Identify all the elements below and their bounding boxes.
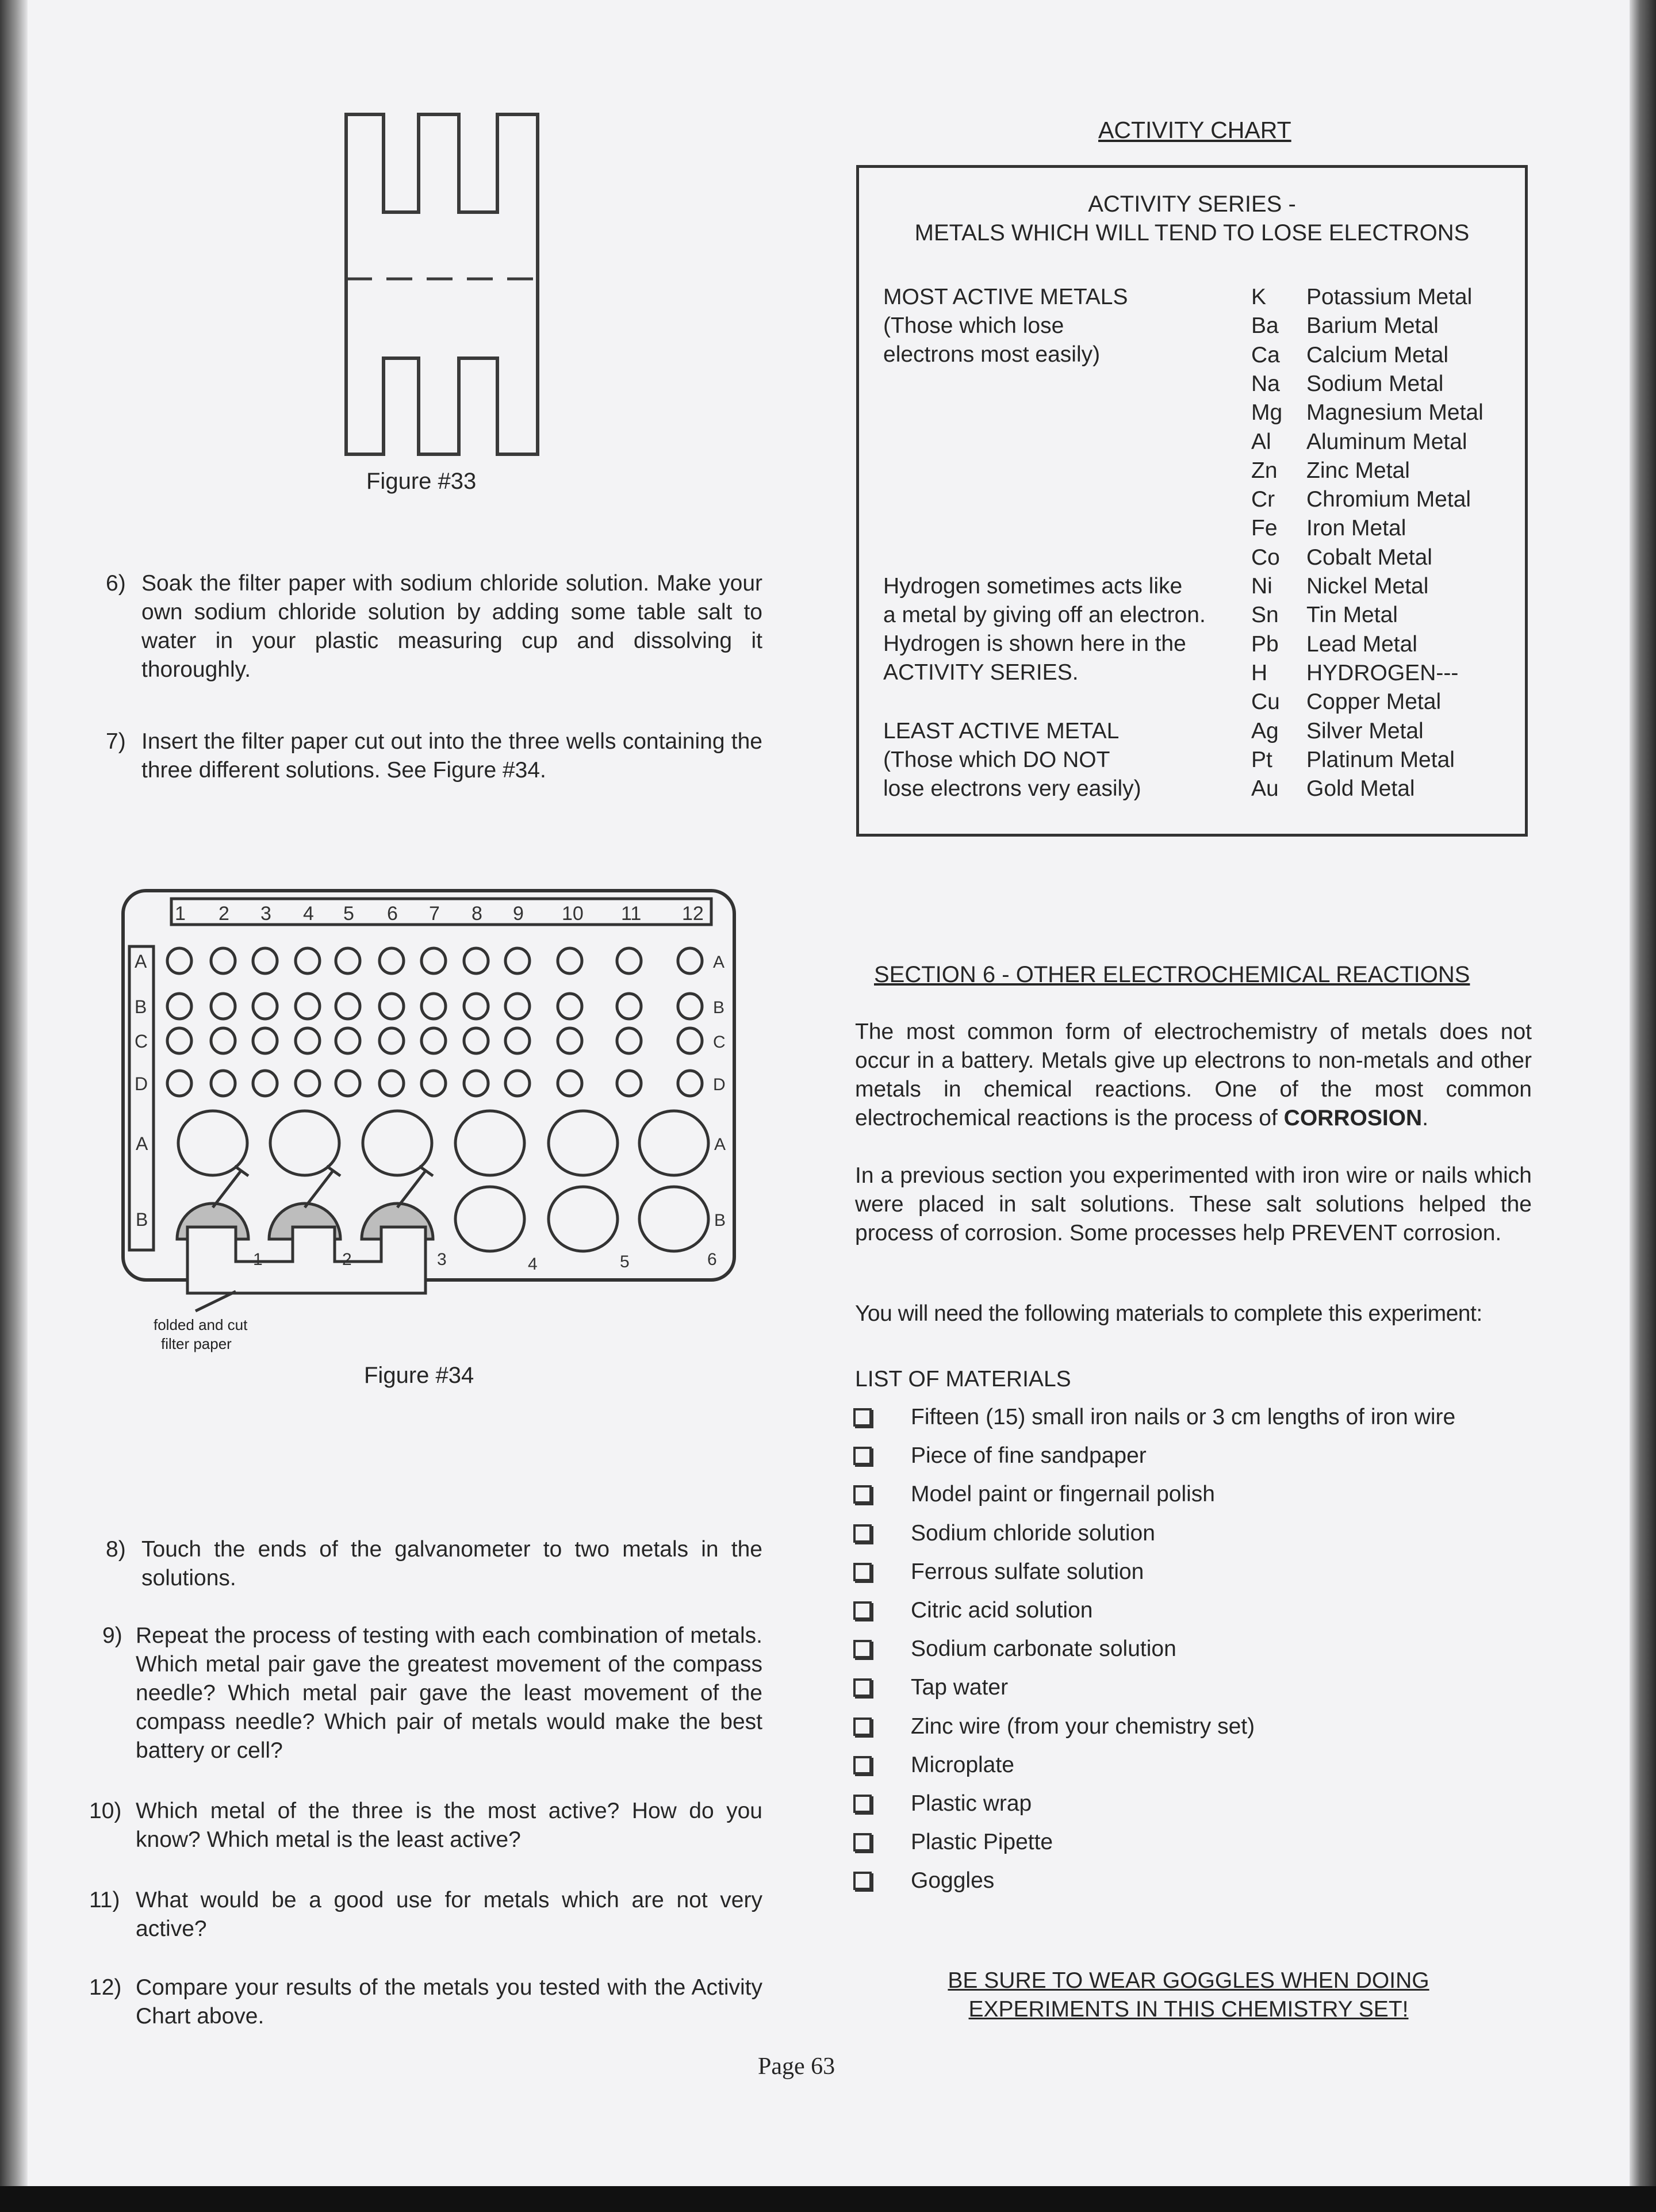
paragraph-text: The most common form of electrochemistry of metals does not occur in a battery. Metals give up electrons to non-metals and other metals in chemical reactions. One of the most common electrochemical reactions is the process of — [855, 1019, 1532, 1130]
large-row-letter-left: A — [136, 1133, 148, 1154]
small-well — [464, 1028, 488, 1053]
row-letter-strip — [129, 946, 154, 1250]
material-item — [853, 1635, 1176, 1663]
instruction-step — [89, 1886, 762, 1943]
small-well — [678, 1071, 702, 1096]
checkbox-icon[interactable] — [853, 1447, 872, 1465]
material-item — [853, 1519, 1155, 1548]
well-number: 6 — [707, 1250, 717, 1269]
well-number: 2 — [342, 1250, 352, 1269]
goggles-warning — [928, 1966, 1449, 2024]
activity-series-heading — [859, 190, 1525, 247]
small-well — [558, 994, 582, 1019]
metal-row — [1251, 659, 1459, 688]
step-number: 9) — [102, 1623, 122, 1648]
instruction-step — [89, 1797, 762, 1854]
metal-row — [1251, 457, 1410, 485]
metal-name: Barium Metal — [1306, 313, 1439, 339]
checkbox-icon[interactable] — [853, 1833, 872, 1851]
small-well — [253, 1071, 277, 1096]
activity-chart-title: ACTIVITY CHART — [1098, 117, 1291, 143]
small-well — [253, 994, 277, 1019]
column-number: 6 — [387, 903, 398, 925]
metal-name: Platinum Metal — [1306, 747, 1455, 772]
metal-row — [1251, 601, 1398, 630]
material-item — [853, 1866, 994, 1895]
metal-row — [1251, 688, 1442, 716]
checkbox-icon[interactable] — [853, 1524, 872, 1543]
small-well — [617, 1071, 641, 1096]
column-number: 3 — [260, 903, 271, 925]
metal-symbol: Ca — [1251, 342, 1280, 367]
figure-33-diagram — [322, 98, 564, 500]
small-well — [379, 1071, 404, 1096]
metal-symbol: Mg — [1251, 400, 1283, 425]
metal-symbol: Ba — [1251, 313, 1279, 339]
hydrogen-note — [883, 572, 1206, 687]
note-line: lose electrons very easily) — [883, 776, 1141, 801]
small-well — [211, 1071, 235, 1096]
row-letter-right: C — [713, 1033, 726, 1052]
material-item — [853, 1480, 1215, 1509]
step-text: Touch the ends of the galvanometer to two metals in the solutions. — [141, 1537, 762, 1590]
metal-name: Chromium Metal — [1306, 487, 1471, 512]
column-number: 10 — [562, 903, 584, 925]
small-well — [617, 994, 641, 1019]
row-letter-left: D — [135, 1074, 148, 1094]
metal-row — [1251, 428, 1467, 457]
small-well — [617, 948, 641, 973]
small-well — [678, 994, 702, 1019]
metal-symbol: H — [1251, 660, 1268, 685]
checkbox-icon[interactable] — [853, 1640, 872, 1658]
checkbox-icon[interactable] — [853, 1678, 872, 1697]
material-label: Fifteen (15) small iron nails or 3 cm lengths of iron wire — [911, 1405, 1456, 1429]
small-well — [558, 1071, 582, 1096]
metal-symbol: Cr — [1251, 487, 1275, 512]
small-well — [167, 1028, 191, 1053]
material-label: Microplate — [911, 1752, 1014, 1777]
metal-symbol: Au — [1251, 776, 1279, 802]
small-well — [253, 1028, 277, 1053]
large-well — [363, 1111, 432, 1175]
metal-row — [1251, 370, 1444, 398]
checkbox-icon[interactable] — [853, 1485, 872, 1504]
section-6-heading: SECTION 6 - OTHER ELECTROCHEMICAL REACTIONS — [874, 962, 1470, 987]
large-row-letter-left: B — [136, 1209, 148, 1230]
note-line: LEAST ACTIVE METAL — [883, 719, 1120, 743]
large-well — [639, 1187, 708, 1251]
large-well — [549, 1187, 618, 1251]
warning-line: EXPERIMENTS IN THIS CHEMISTRY SET! — [968, 1997, 1409, 2022]
checkbox-icon[interactable] — [853, 1756, 872, 1774]
small-well — [464, 994, 488, 1019]
metal-row — [1251, 283, 1473, 312]
column-number: 12 — [682, 903, 704, 925]
small-well — [336, 948, 360, 973]
step-number: 6) — [106, 571, 126, 596]
metal-name: Potassium Metal — [1306, 285, 1473, 309]
figure-33-caption: Figure #33 — [366, 469, 477, 494]
note-line: ACTIVITY SERIES. — [883, 660, 1079, 685]
materials-list-title: LIST OF MATERIALS — [855, 1367, 1071, 1391]
small-well — [336, 994, 360, 1019]
large-well — [455, 1111, 524, 1175]
well-number: 5 — [620, 1252, 630, 1271]
figure-34-microplate — [115, 885, 747, 1357]
metal-name: Copper Metal — [1306, 689, 1442, 715]
metal-row — [1251, 746, 1455, 775]
metal-row — [1251, 398, 1483, 427]
material-item — [853, 1442, 1147, 1470]
row-letter-right: A — [713, 953, 725, 972]
step-number: 12) — [89, 1975, 122, 2000]
material-label: Sodium carbonate solution — [911, 1636, 1176, 1662]
page-bottom-edge — [0, 2186, 1656, 2212]
column-number: 4 — [303, 903, 314, 925]
small-well — [296, 994, 320, 1019]
note-line: electrons most easily) — [883, 342, 1101, 367]
metal-row — [1251, 775, 1415, 803]
large-well — [549, 1111, 618, 1175]
checkbox-icon[interactable] — [853, 1601, 872, 1620]
well-number: 1 — [253, 1250, 263, 1269]
page-right-edge — [1630, 0, 1656, 2212]
material-label: Zinc wire (from your chemistry set) — [911, 1713, 1255, 1739]
small-well — [558, 948, 582, 973]
metal-name: HYDROGEN--- — [1306, 660, 1459, 685]
small-well — [421, 948, 446, 973]
material-item — [853, 1751, 1014, 1780]
column-number: 5 — [343, 903, 354, 925]
metal-symbol: Ni — [1251, 574, 1272, 599]
material-item — [853, 1789, 1032, 1818]
metal-symbol: Al — [1251, 429, 1271, 454]
note-line: a metal by giving off an electron. — [883, 603, 1206, 627]
small-well — [336, 1028, 360, 1053]
note-line: Hydrogen sometimes acts like — [883, 574, 1183, 599]
row-letter-left: C — [135, 1031, 148, 1052]
small-well — [296, 1028, 320, 1053]
corrosion-term: CORROSION — [1283, 1106, 1423, 1130]
metal-symbol: Ag — [1251, 718, 1279, 743]
page-number: Page 63 — [758, 2053, 835, 2080]
small-well — [505, 1071, 530, 1096]
metal-row — [1251, 514, 1406, 543]
warning-line: BE SURE TO WEAR GOGGLES WHEN DOING — [948, 1968, 1429, 1993]
metal-name: Iron Metal — [1306, 516, 1406, 541]
heading-line: ACTIVITY SERIES - — [1088, 191, 1296, 217]
metal-row — [1251, 312, 1439, 340]
instruction-step — [98, 1621, 762, 1765]
checkbox-icon[interactable] — [853, 1872, 872, 1890]
column-number: 7 — [429, 903, 440, 925]
metal-symbol: Pt — [1251, 747, 1272, 772]
well-number: 4 — [528, 1255, 538, 1274]
step-text: Which metal of the three is the most active? How do you know? Which metal is the least active? — [136, 1799, 762, 1852]
step-number: 10) — [89, 1799, 122, 1823]
metal-row — [1251, 485, 1471, 514]
material-label: Goggles — [911, 1868, 995, 1893]
metal-symbol: Na — [1251, 371, 1280, 396]
material-item — [853, 1558, 1144, 1586]
step-text: What would be a good use for metals which are not very active? — [136, 1888, 762, 1941]
large-well — [270, 1111, 339, 1175]
metal-row — [1251, 341, 1449, 370]
metal-row — [1251, 543, 1432, 572]
small-well — [464, 1071, 488, 1096]
metal-name: Aluminum Metal — [1306, 429, 1467, 454]
step-number: 7) — [106, 729, 126, 754]
note-line: (Those which DO NOT — [883, 747, 1110, 772]
small-well — [211, 994, 235, 1019]
checkbox-icon[interactable] — [853, 1563, 872, 1581]
step-text: Soak the filter paper with sodium chloride solution. Make your own sodium chloride solution by adding some table salt to water in your plastic measuring cup and dissolving it thoroughly. — [141, 571, 762, 682]
figure-34-caption: Figure #34 — [364, 1363, 474, 1388]
small-well — [421, 994, 446, 1019]
large-well — [455, 1187, 524, 1251]
row-letter-left: A — [135, 951, 147, 972]
metal-name: Calcium Metal — [1306, 342, 1449, 367]
small-well — [421, 1071, 446, 1096]
metal-row — [1251, 572, 1429, 601]
small-well — [558, 1028, 582, 1053]
large-well — [639, 1111, 708, 1175]
note-line: MOST ACTIVE METALS — [883, 285, 1128, 309]
large-row-letter-right: B — [714, 1211, 726, 1230]
section-6-paragraph-2: In a previous section you experimented with iron wire or nails which were placed in salt solutions. These salt solutions helped the process of corrosion. Some processes help PREVENT corrosion. — [855, 1163, 1532, 1245]
material-label: Tap water — [911, 1675, 1009, 1700]
instruction-step — [106, 727, 762, 785]
paragraph-text: . — [1422, 1106, 1429, 1130]
material-label: Model paint or fingernail polish — [911, 1482, 1215, 1507]
row-letter-right: D — [713, 1075, 726, 1094]
material-label: Plastic wrap — [911, 1791, 1032, 1816]
metal-name: Nickel Metal — [1306, 574, 1429, 599]
small-well — [211, 948, 235, 973]
least-active-note — [883, 717, 1141, 803]
small-well — [379, 994, 404, 1019]
instruction-step — [89, 1973, 762, 2031]
note-line: (Those which lose — [883, 313, 1064, 338]
small-well — [505, 948, 530, 973]
step-text: Insert the filter paper cut out into the three wells containing the three different solutions. See Figure #34. — [141, 729, 762, 783]
small-well — [617, 1028, 641, 1053]
small-well — [296, 1071, 320, 1096]
column-number: 2 — [218, 903, 229, 925]
small-well — [167, 1071, 191, 1096]
small-well — [464, 948, 488, 973]
small-well — [211, 1028, 235, 1053]
small-well — [505, 1028, 530, 1053]
metal-symbol: Pb — [1251, 631, 1279, 657]
material-label: Plastic Pipette — [911, 1830, 1053, 1855]
column-number: 8 — [471, 903, 482, 925]
instruction-step — [106, 1535, 762, 1593]
small-well — [678, 1028, 702, 1053]
small-well — [296, 948, 320, 973]
well-number: 3 — [437, 1250, 447, 1269]
metal-row — [1251, 717, 1424, 746]
small-well — [421, 1028, 446, 1053]
small-well — [167, 948, 191, 973]
large-row-letter-right: A — [714, 1135, 726, 1154]
metal-name: Lead Metal — [1306, 631, 1417, 657]
filter-paper-label-line1: folded and cut — [154, 1316, 248, 1333]
step-number: 11) — [89, 1888, 120, 1912]
metal-symbol: Cu — [1251, 689, 1280, 715]
large-well — [178, 1111, 247, 1175]
material-item — [853, 1596, 1092, 1625]
most-active-note — [883, 283, 1128, 369]
activity-chart-box — [856, 165, 1528, 837]
metal-name: Silver Metal — [1306, 718, 1424, 743]
step-text: Compare your results of the metals you tested with the Activity Chart above. — [136, 1975, 762, 2029]
material-label: Sodium chloride solution — [911, 1520, 1155, 1546]
instruction-step — [106, 569, 762, 684]
section-6-paragraph-1 — [855, 1018, 1532, 1133]
material-label: Citric acid solution — [911, 1598, 1093, 1623]
metal-name: Zinc Metal — [1306, 458, 1410, 483]
page-left-edge — [0, 0, 28, 2212]
metal-symbol: Sn — [1251, 603, 1279, 628]
metal-name: Gold Metal — [1306, 776, 1415, 802]
section-6-paragraph-3: You will need the following materials to complete this experiment: — [855, 1301, 1482, 1326]
row-letter-left: B — [135, 996, 147, 1017]
metal-symbol: Zn — [1251, 458, 1278, 483]
metal-name: Tin Metal — [1306, 603, 1398, 628]
step-number: 8) — [106, 1537, 126, 1562]
metal-symbol: Fe — [1251, 516, 1278, 541]
checkbox-icon[interactable] — [853, 1408, 872, 1427]
small-well — [336, 1071, 360, 1096]
material-item — [853, 1673, 1008, 1702]
small-well — [505, 994, 530, 1019]
small-well — [379, 1028, 404, 1053]
note-line: Hydrogen is shown here in the — [883, 631, 1186, 656]
material-label: Piece of fine sandpaper — [911, 1443, 1147, 1469]
column-number: 9 — [513, 903, 524, 925]
metal-symbol: Co — [1251, 545, 1280, 570]
step-text: Repeat the process of testing with each combination of metals. Which metal pair gave the greatest movement of the compass needle? Which metal pair gave the least movement of the compass needle? Which pair of metals would make the best battery or cell? — [136, 1623, 762, 1763]
metal-name: Magnesium Metal — [1306, 400, 1483, 425]
small-well — [678, 948, 702, 973]
heading-line: METALS WHICH WILL TEND TO LOSE ELECTRONS — [914, 220, 1470, 246]
metal-symbol: K — [1251, 285, 1267, 309]
checkbox-icon[interactable] — [853, 1795, 872, 1813]
metal-row — [1251, 630, 1417, 659]
small-well — [167, 994, 191, 1019]
row-letter-right: B — [713, 998, 725, 1017]
material-item — [853, 1828, 1053, 1857]
metal-name: Sodium Metal — [1306, 371, 1444, 396]
filter-paper-label-line2: filter paper — [161, 1335, 232, 1352]
column-number: 11 — [621, 903, 642, 925]
small-well — [379, 948, 404, 973]
column-number: 1 — [175, 903, 186, 925]
material-label: Ferrous sulfate solution — [911, 1559, 1144, 1584]
small-well — [253, 948, 277, 973]
folded-filter-paper — [187, 1227, 425, 1293]
material-item — [853, 1712, 1255, 1741]
material-item — [853, 1403, 1455, 1432]
metal-name: Cobalt Metal — [1306, 545, 1432, 570]
checkbox-icon[interactable] — [853, 1718, 872, 1736]
